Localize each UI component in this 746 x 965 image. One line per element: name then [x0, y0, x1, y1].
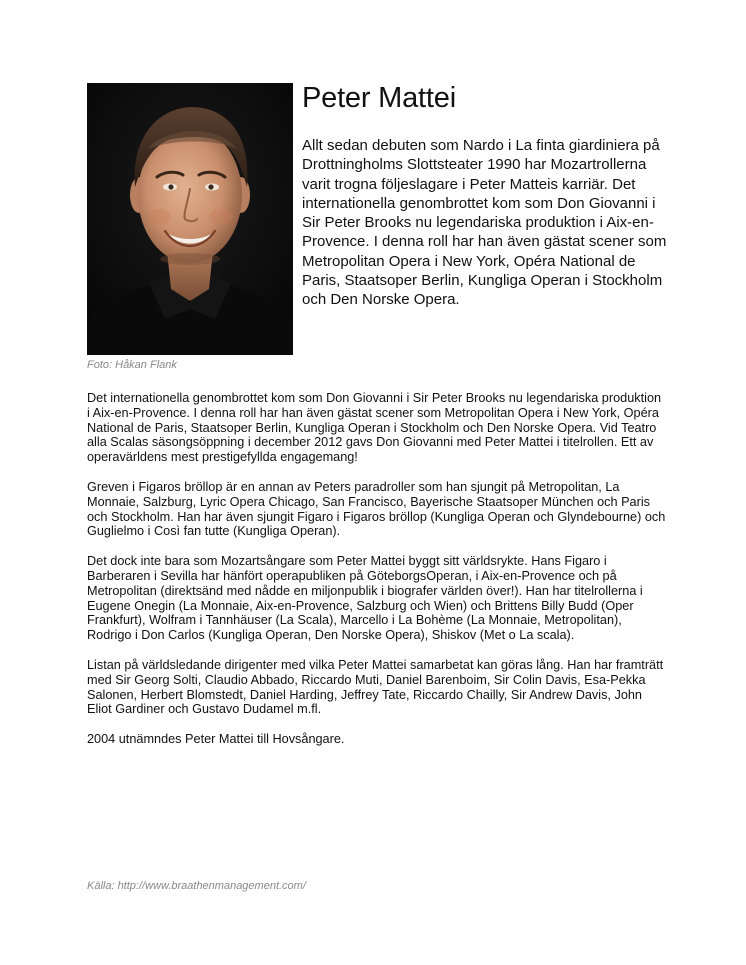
article-body: [87, 391, 667, 762]
body-paragraph-1: Det internationella genombrottet kom som Don Giovanni i Sir Peter Brooks nu legendariska produktion i Aix-en-Provence. I denna roll har han även gästat scener som Metropolitan Opera i New York, Opéra National de Paris, Staatsoper Berlin, Kungliga Operan i Stockholm och Den Norske Opera. Vid Teatro alla Scalas säsongsöppning i december 2012 gavs Don Giovanni med Peter Mattei i titelrollen. Ett av operavärldens mest prestigefyllda engagemang!: [87, 391, 662, 465]
intro-paragraph: Allt sedan debuten som Nardo i La finta giardiniera på Drottningholms Slottsteater 1990 har Mozartrollerna varit trogna följeslagare i Peter Matteis karriär. Det internationella genombrottet kom som Don Giovanni i Sir Peter Brooks nu legendariska produktion i Aix-en-Provence. I denna roll har han även gästat scener som Metropolitan Opera i New York, Opéra National de Paris, Staatsoper Berlin, Kungliga Operan i Stockholm och Den Norske Opera.: [302, 137, 667, 309]
body-paragraph-4: Listan på världsledande dirigenter med vilka Peter Mattei samarbetat kan göras lång. Han har framträtt med Sir Georg Solti, Claudio Abbado, Riccardo Muti, Daniel Barenboim, Sir Colin Davis, Esa-Pekka Salonen, Herbert Blomstedt, Daniel Harding, Jeffrey Tate, Riccardo Chailly, Sir Andrew Davis, John Eliot Gardiner och Gustavo Dudamel m.fl.: [87, 657, 664, 717]
portrait-photo: [87, 83, 293, 355]
source-note: Källa: http://www.braathenmanagement.com/: [87, 880, 306, 892]
page-title: Peter Mattei: [302, 82, 456, 114]
body-paragraph-5: 2004 utnämndes Peter Mattei till Hovsångare.: [87, 732, 345, 747]
body-paragraph-2: Greven i Figaros bröllop är en annan av Peters paradroller som han sjungit på Metropolitan, La Monnaie, Salzburg, Lyric Opera Chicago, San Francisco, Bayerische Staatsoper München och Paris och Stockholm. Han har även sjungit Figaro i Figaros bröllop (Kungliga Operan och Glyndebourne) och Guglielmo i Così fan tutte (Kungliga Operan).: [87, 479, 666, 539]
photo-caption: Foto: Håkan Flank: [87, 359, 177, 371]
body-paragraph-3: Det dock inte bara som Mozartsångare som Peter Mattei byggt sitt världsrykte. Hans Figaro i Barberaren i Sevilla har hänfört operapubliken på GöteborgsOperan, i Aix-en-Provence och på Metropolitan (direktsänd med nådde en miljonpublik i biografer världen över!). Han har titelrollerna i Eugene Onegin (La Monnaie, Aix-en-Provence, Salzburg och Wien) och Brittens Billy Budd (Oper Frankfurt), Wolfram i Tannhäuser (La Scala), Marcello i La Bohème (La Monnaie, Metropolitan), Rodrigo i Don Carlos (Kungliga Operan, Den Norske Opera), Shiskov (Met o La scala).: [87, 554, 643, 643]
portrait-photo-container: [87, 83, 293, 355]
